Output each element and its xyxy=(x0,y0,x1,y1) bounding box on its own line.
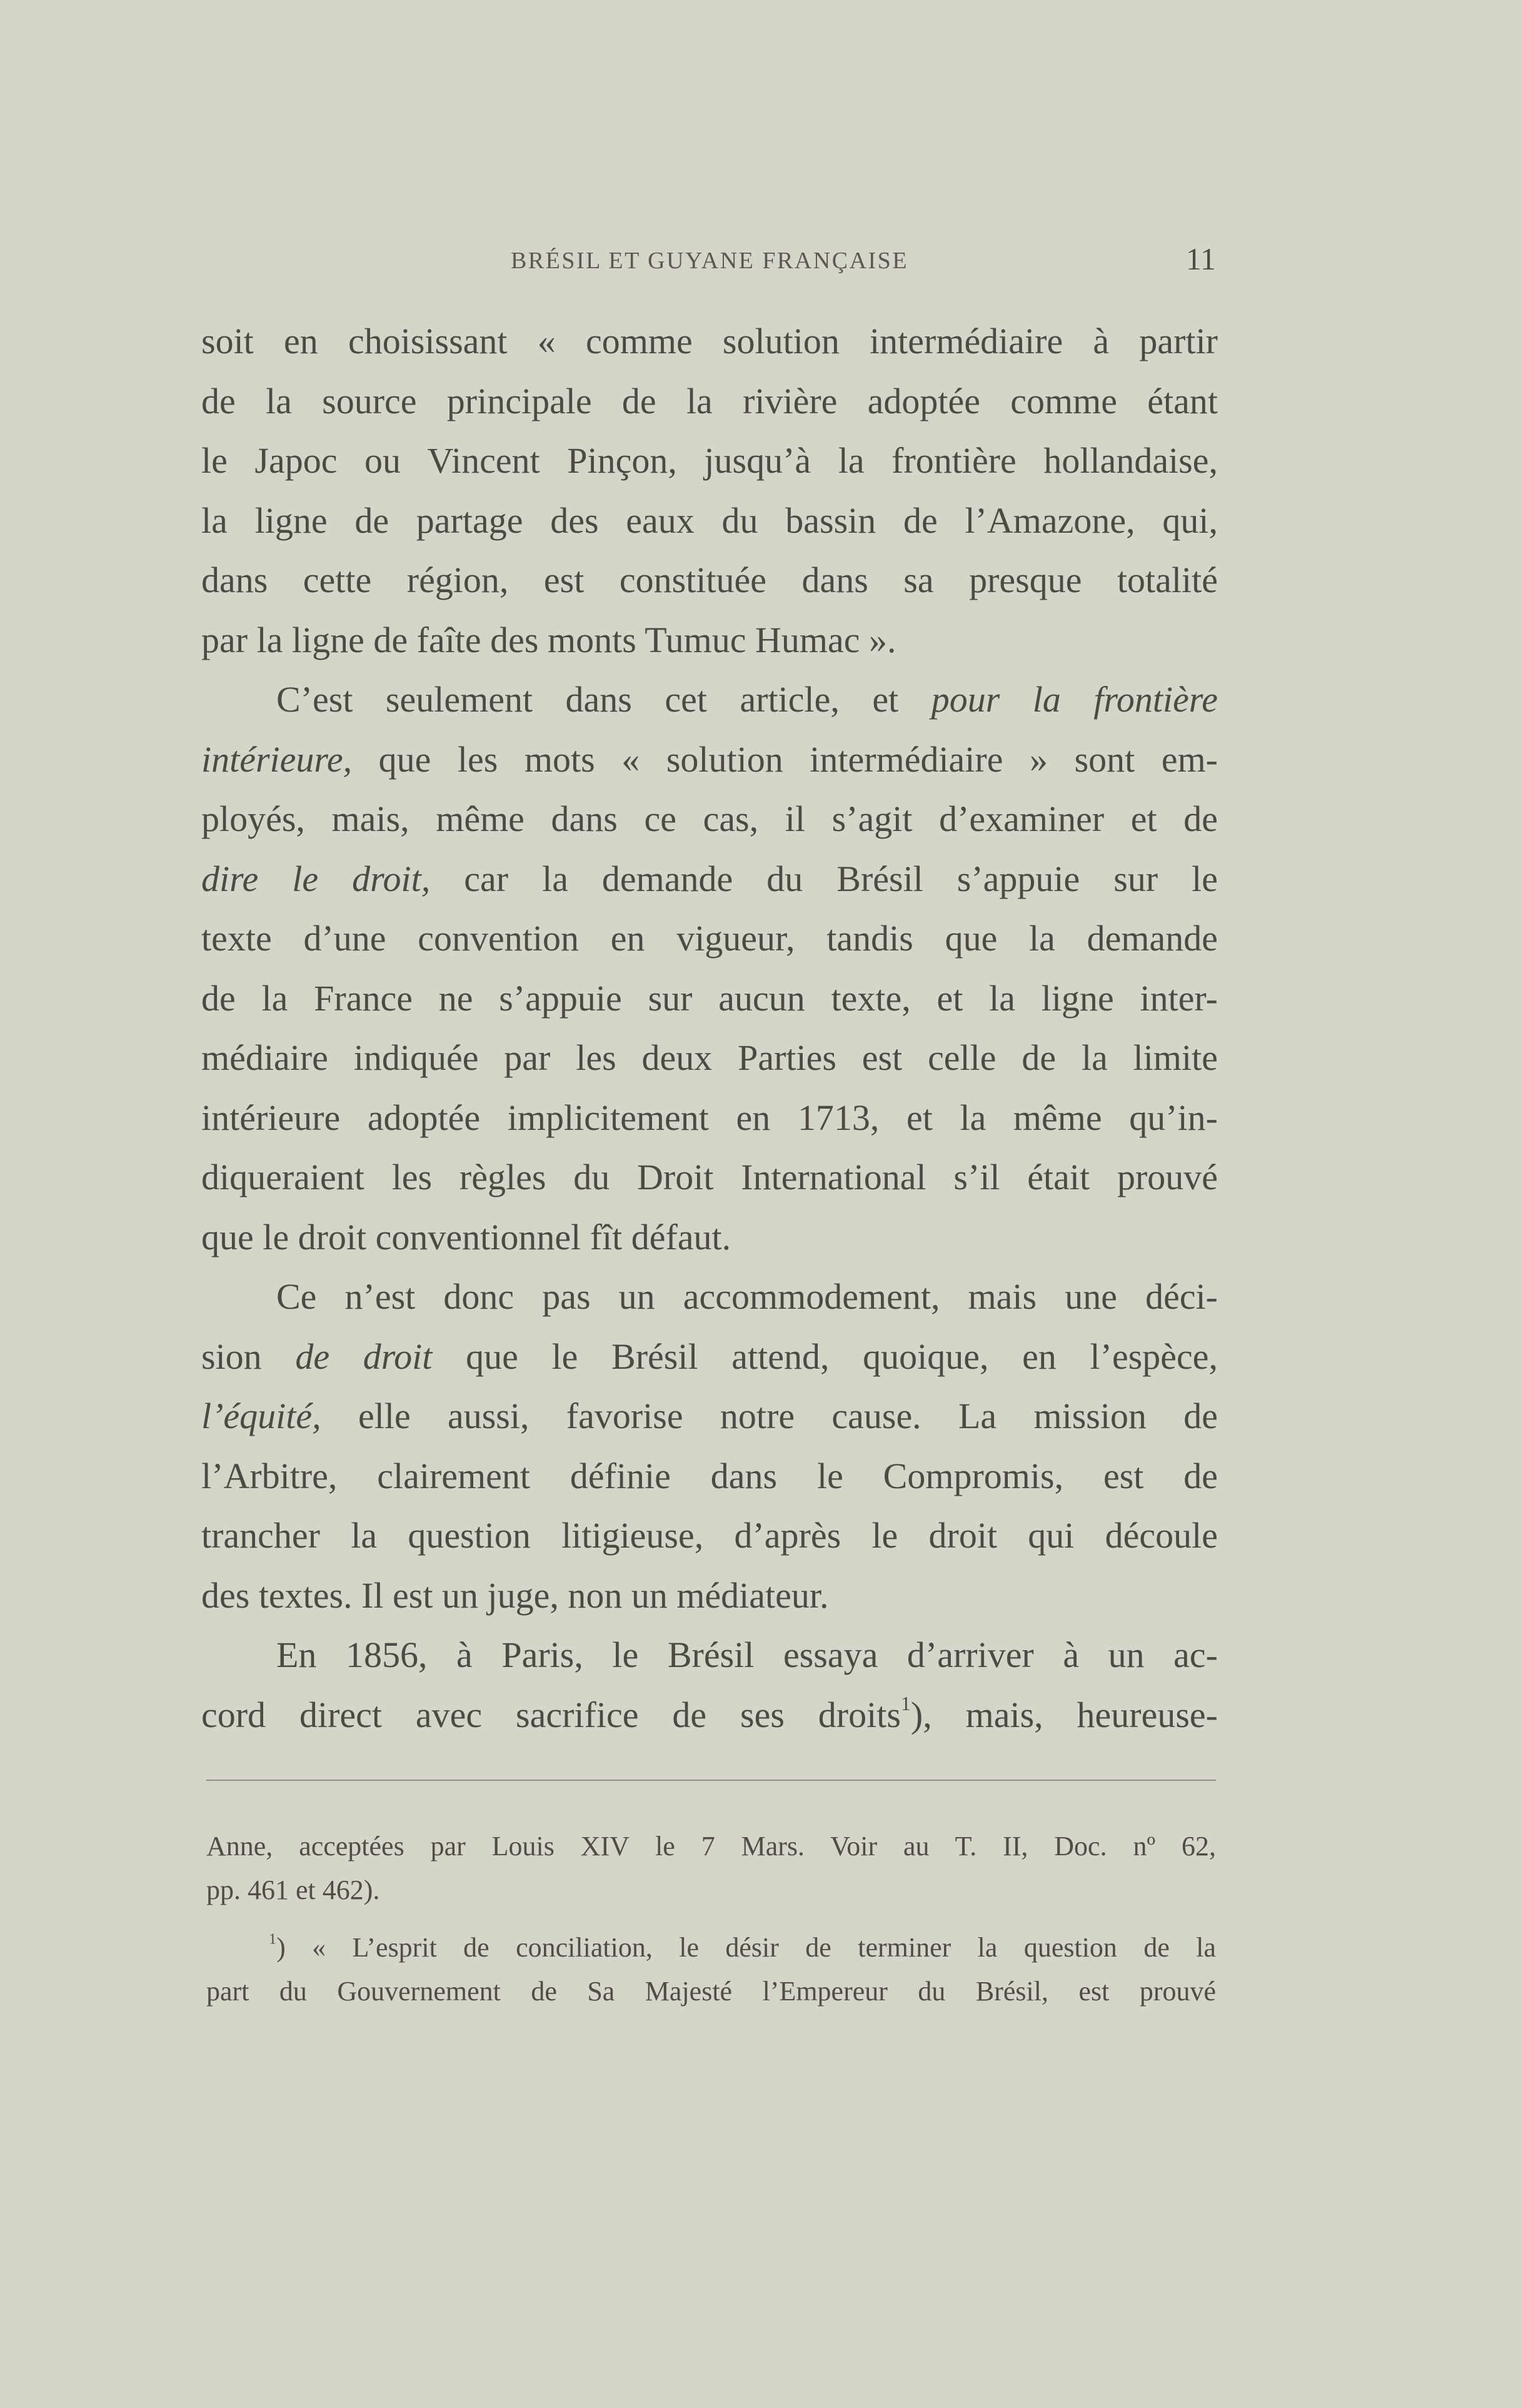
italic-text: intérieure, xyxy=(201,738,353,780)
footnote-rule xyxy=(206,1780,1216,1781)
text-line: intérieure adoptée implicitement en 1713, et la même qu’in- xyxy=(201,1097,1218,1138)
text-line: la ligne de partage des eaux du bassin de l’Amazone, qui, xyxy=(201,500,1218,541)
text-line: ployés, mais, même dans ce cas, il s’agit d’examiner et de xyxy=(201,798,1218,839)
text-line xyxy=(201,730,1218,790)
text-line: des textes. Il est un juge, non un médiateur. xyxy=(201,1574,829,1616)
text-line: Ce n’est donc pas un accommodement, mais une déci- xyxy=(276,1276,1218,1317)
text-run: ), mais, heureuse- xyxy=(910,1694,1218,1735)
text-line: soit en choisissant « comme solution intermédiaire à partir xyxy=(201,321,1218,361)
text-run: cord direct avec sacrifice de ses droits xyxy=(201,1694,901,1735)
text-run: que le Brésil attend, quoique, en l’espèce, xyxy=(466,1336,1218,1377)
text-line: diqueraient les règles du Droit International s’il était prouvé xyxy=(201,1157,1218,1197)
footnote-gap xyxy=(206,1912,1216,1926)
text-line: trancher la question litigieuse, d’après le droit qui découle xyxy=(201,1515,1218,1556)
text-line: En 1856, à Paris, le Brésil essaya d’arriver à un ac- xyxy=(276,1635,1218,1675)
text-line xyxy=(201,670,1218,730)
footnotes xyxy=(206,1825,1216,2013)
text-line xyxy=(201,1386,1218,1446)
italic-text: de droit xyxy=(295,1336,433,1377)
footnote-line: part du Gouvernement de Sa Majesté l’Empereur du Brésil, est prouvé xyxy=(206,1976,1216,2007)
italic-text: dire le droit, xyxy=(201,858,431,899)
italic-text: l’équité, xyxy=(201,1396,321,1436)
text-line: de la France ne s’appuie sur aucun texte, et la ligne inter- xyxy=(201,977,1218,1019)
footnote-line: pp. 461 et 462). xyxy=(206,1875,380,1905)
text-line: médiaire indiquée par les deux Parties est celle de la limite xyxy=(201,1037,1218,1078)
text-line xyxy=(201,1327,1218,1387)
text-line: par la ligne de faîte des monts Tumuc Humac ». xyxy=(201,619,896,660)
text-line: dans cette région, est constituée dans sa presque totalité xyxy=(201,560,1218,600)
italic-text: pour la frontière xyxy=(931,679,1218,720)
text-line: que le droit conventionnel fît défaut. xyxy=(201,1216,731,1257)
running-title: BRÉSIL ET GUYANE FRANÇAISE xyxy=(510,248,909,274)
footnote-marker: 1 xyxy=(269,1930,277,1948)
text-run: car la demande du Brésil s’appuie sur le xyxy=(464,858,1218,899)
footnote-line: Anne, acceptées par Louis XIV le 7 Mars. Voir au T. II, Doc. nº 62, xyxy=(206,1831,1216,1861)
text-line xyxy=(201,1685,1218,1745)
text-run: C’est seulement dans cet article, et xyxy=(276,679,899,720)
text-line: de la source principale de la rivière adoptée comme étant xyxy=(201,380,1218,421)
text-run: elle aussi, favorise notre cause. La mission de xyxy=(358,1396,1218,1436)
body-text xyxy=(201,311,1218,1745)
text-line: le Japoc ou Vincent Pinçon, jusqu’à la frontière hollandaise, xyxy=(201,440,1218,481)
footnote-ref: 1 xyxy=(900,1692,911,1715)
text-run: que les mots « solution intermédiaire » sont em- xyxy=(378,738,1218,780)
text-run: ) « L’esprit de conciliation, le désir de terminer la question de la xyxy=(276,1932,1216,1963)
text-line: texte d’une convention en vigueur, tandis que la demande xyxy=(201,918,1218,959)
text-line: l’Arbitre, clairement définie dans le Compromis, est de xyxy=(201,1455,1218,1496)
text-line xyxy=(201,849,1218,909)
page-number: 11 xyxy=(1185,241,1216,276)
footnote-line xyxy=(206,1926,1216,1970)
running-head xyxy=(203,241,1216,278)
text-run: sion xyxy=(201,1336,262,1377)
